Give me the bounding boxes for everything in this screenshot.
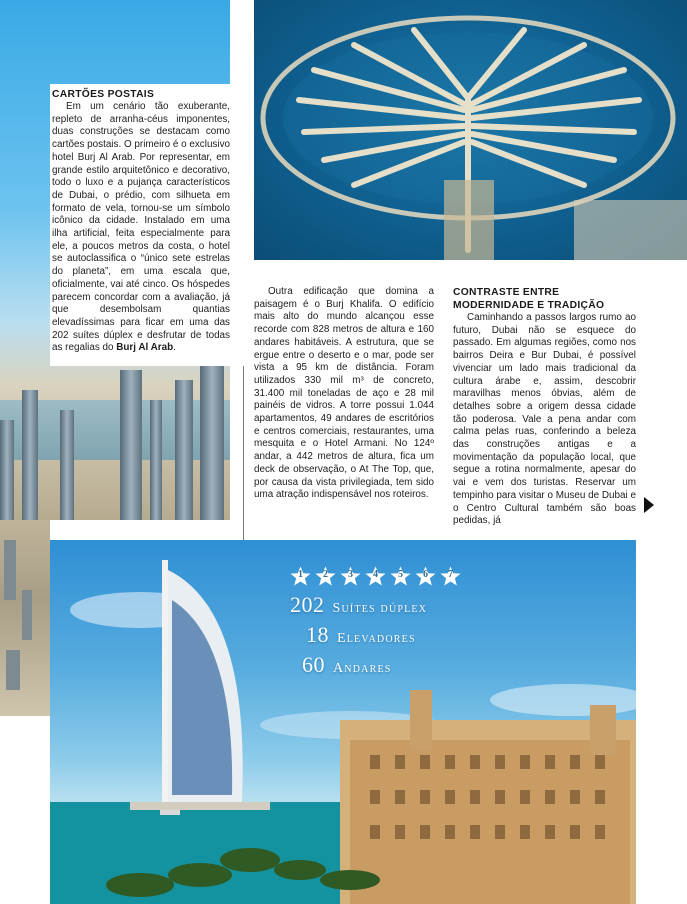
- stat-andares: 60 Andares: [302, 652, 392, 677]
- star-icon: 4: [365, 566, 386, 587]
- right-triangle-icon: [644, 497, 654, 513]
- stat-elevadores: 18 Elevadores: [306, 622, 416, 647]
- column-contraste: [453, 286, 636, 528]
- star-icon: 6: [415, 566, 436, 587]
- section-title-contraste-line2: MODERNIDADE E TRADIÇÃO: [453, 300, 605, 311]
- article-paragraph-tradicao: Caminhando a passos largos rumo ao futuro, Dubai não se esquece do passado. Em algumas regiões, como nos bairros Deira e Bur Dubai, é possível vivenciar um lado mais tradicional da cultura árabe e, assim, descobrir maravilhas menos óbvias, além de detalhes sobre a origem dessa cidade tão poderosa. Vale a pena andar com calma pelas ruas, conferindo a beleza das construções antigas e a movimentação da população local, que segue a rotina normalmente, apesar do vai e vem dos turistas. Reservar um tempinho para visitar o Museu de Dubai e o Centro Cultural também são boas pedidas, já: [453, 312, 636, 527]
- article-paragraph-burj-khalifa: Outra edificação que domina a paisagem é o Burj Khalifa. O edifício mais alto do mundo alcançou esse recorde com 828 metros de altura e 160 andares habitáveis. A estrutura, que se ergue entre o deserto e o mar, pode ser vista a 95 km de distância. Foram utilizados 330 mil m³ de concreto, 31.400 mil toneladas de aço e 28 mil painéis de vidros. A torre possui 1.044 apartamentos, 49 andares de escritórios e centros comerciais, restaurantes, uma mesquita e o Hotel Armani. No 124º andar, a 442 metros de altura, fica um deck de observação, o At The Top, que, por causa da vista privilegiada, tem sido uma atração indispensável nos roteiros.: [254, 286, 434, 501]
- star-icon: 2: [315, 566, 336, 587]
- article-paragraph-burj-al-arab: Em um cenário tão exuberante, repleto de arranha-céus imponentes, duas construções se destacam como cartões postais. O primeiro é o exclusivo hotel Burj Al Arab. Por representar, em grande estilo arquitetônico e decorativo, todo o luxo e a pujança característicos de Dubai, o prédio, com silhueta em formato de vela, tornou-se um símbolo icônico da cidade. Instalado em uma ilha artificial, feita especialmente para ele, a poucos metros da costa, o hotel se autoclassifica o “único sete estrelas do planeta”, em uma escala que, oficialmente, vai até cinco. Os hóspedes parecem concordar com a avaliação, já que desembolsam quantias elevadíssimas para ficar em uma das 202 suítes dúplex e desfrutar de todas as regalias do Burj Al Arab.: [52, 101, 230, 354]
- star-icon: 3: [340, 566, 361, 587]
- star-icon: 5: [390, 566, 411, 587]
- dubai-skyline-photo-lower: [0, 520, 50, 716]
- section-title-cartoes-postais: CARTÕES POSTAIS: [52, 89, 155, 100]
- star-icon: 1: [290, 566, 311, 587]
- bold-burj-al-arab: Burj Al Arab: [116, 342, 174, 354]
- column-cartoes-postais: [52, 88, 230, 355]
- column-burj-khalifa: [254, 286, 434, 502]
- section-title-contraste-line1: CONTRASTE ENTRE: [453, 287, 560, 298]
- seven-star-rating: [290, 566, 461, 587]
- star-icon: 7: [440, 566, 461, 587]
- burj-al-arab-photo: [50, 540, 636, 904]
- palm-jumeirah-aerial-photo: [254, 0, 687, 260]
- stat-suites: 202 Suítes dúplex: [290, 592, 428, 617]
- palm-island-illustration: [254, 0, 687, 260]
